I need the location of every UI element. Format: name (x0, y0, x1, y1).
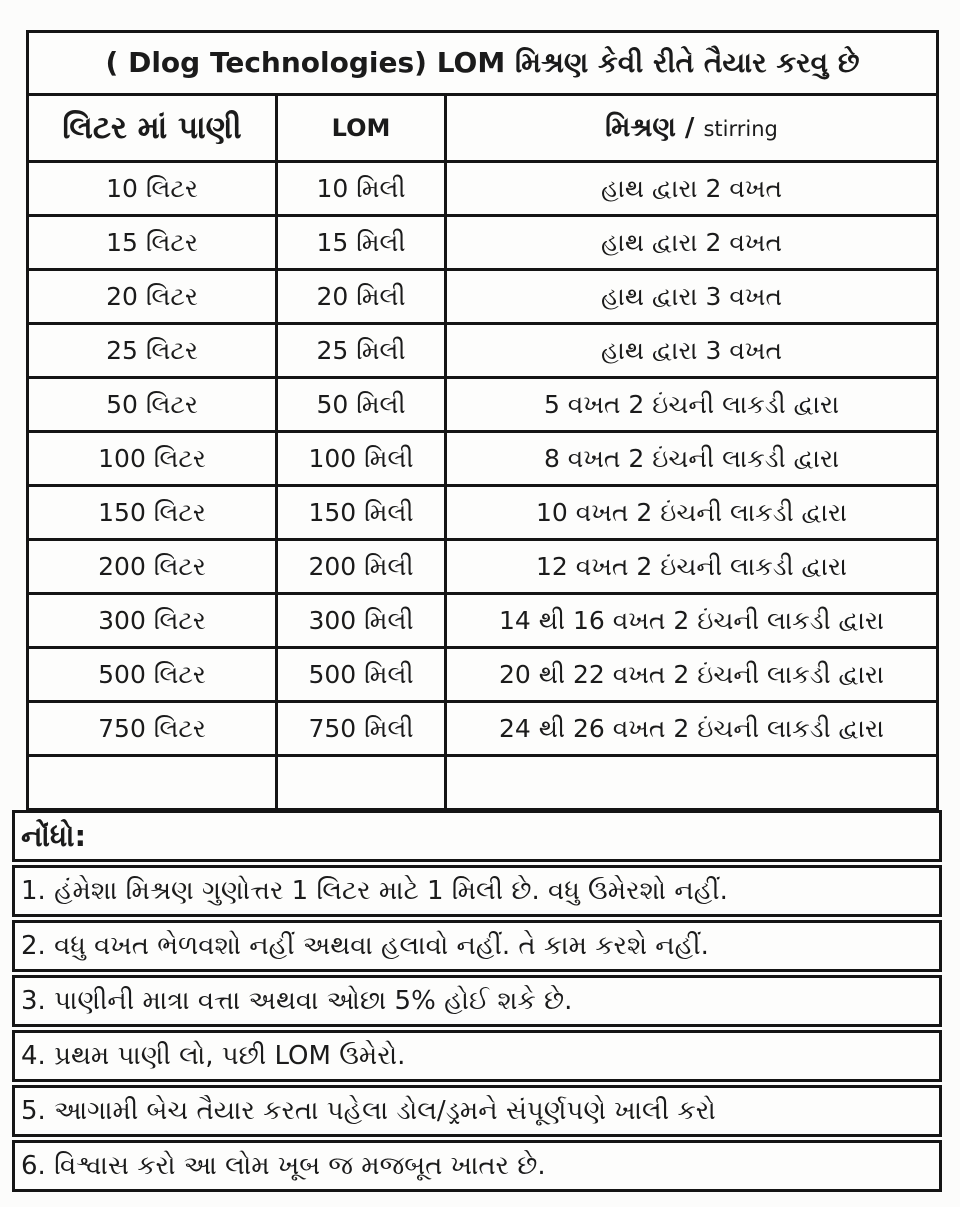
table-row (28, 378, 938, 432)
table-cell: 20 મિલી (277, 270, 446, 324)
table-cell: 200 મિલી (277, 540, 446, 594)
table-cell: 12 વખત 2 ઇંચની લાકડી દ્વારા (446, 540, 938, 594)
note-item: 4. પ્રથમ પાણી લો, પછી LOM ઉમેરો. (12, 1030, 942, 1082)
table-cell: 200 લિટર (28, 540, 277, 594)
table-cell: 150 મિલી (277, 486, 446, 540)
stirring-header-latin: stirring (703, 117, 778, 141)
col-header-stirring (446, 95, 938, 162)
title-gujarati-part: મિશ્રણ કેવી રીતે તૈયાર કરવુ છે (514, 46, 860, 79)
note-item: 5. આગામી બેચ તૈયાર કરતા પહેલા ડોલ/ડ્રમને સંપૂર્ણપણે ખાલી કરો (12, 1085, 942, 1137)
title-latin-part: ( Dlog Technologies) LOM (105, 46, 506, 79)
note-item: 6. વિશ્વાસ કરો આ લોમ ખૂબ જ મજબૂત ખાતર છે. (12, 1140, 942, 1192)
table-cell: 300 મિલી (277, 594, 446, 648)
table-cell: 100 લિટર (28, 432, 277, 486)
table-cell: 50 લિટર (28, 378, 277, 432)
table-cell: હાથ દ્વારા 3 વખત (446, 270, 938, 324)
stirring-header-separator: / (675, 113, 704, 143)
table-cell: હાથ દ્વારા 3 વખત (446, 324, 938, 378)
table-row (28, 540, 938, 594)
table-cell: 10 લિટર (28, 162, 277, 216)
table-cell: 50 મિલી (277, 378, 446, 432)
table-row (28, 324, 938, 378)
table-row (28, 432, 938, 486)
table-cell: 8 વખત 2 ઇંચની લાકડી દ્વારા (446, 432, 938, 486)
table-title-row (28, 32, 938, 95)
lom-mixing-table (26, 30, 939, 811)
col-header-lom: LOM (277, 95, 446, 162)
note-item: 1. હંમેશા મિશ્રણ ગુણોત્તર 1 લિટર માટે 1 મિલી છે. વધુ ઉમેરશો નહીં. (12, 865, 942, 917)
notes-heading: નોંધો: (12, 810, 942, 862)
table-row (28, 702, 938, 756)
table-cell: 25 લિટર (28, 324, 277, 378)
table-cell: 14 થી 16 વખત 2 ઇંચની લાકડી દ્વારા (446, 594, 938, 648)
table-row (28, 648, 938, 702)
table-cell: 100 મિલી (277, 432, 446, 486)
table-cell (28, 756, 277, 810)
table-cell: હાથ દ્વારા 2 વખત (446, 216, 938, 270)
table-cell: 10 મિલી (277, 162, 446, 216)
notes-section (12, 810, 942, 1195)
table-cell: 300 લિટર (28, 594, 277, 648)
table-cell: 15 લિટર (28, 216, 277, 270)
table-cell: 150 લિટર (28, 486, 277, 540)
table-cell: 10 વખત 2 ઇંચની લાકડી દ્વારા (446, 486, 938, 540)
table-cell: 500 લિટર (28, 648, 277, 702)
table-cell: 25 મિલી (277, 324, 446, 378)
table-cell: 750 લિટર (28, 702, 277, 756)
table-row (28, 216, 938, 270)
table-cell: 15 મિલી (277, 216, 446, 270)
table-cell: હાથ દ્વારા 2 વખત (446, 162, 938, 216)
table-cell: 5 વખત 2 ઇંચની લાકડી દ્વારા (446, 378, 938, 432)
table-cell: 20 થી 22 વખત 2 ઇંચની લાકડી દ્વારા (446, 648, 938, 702)
table-cell (277, 756, 446, 810)
table-title (28, 32, 938, 95)
table-row (28, 270, 938, 324)
table-cell: 750 મિલી (277, 702, 446, 756)
table-cell (446, 756, 938, 810)
table-header-row (28, 95, 938, 162)
col-header-water-liters: લિટર માં પાણી (28, 95, 277, 162)
note-item: 3. પાણીની માત્રા વત્તા અથવા ઓછા 5% હોઈ શકે છે. (12, 975, 942, 1027)
table-row (28, 486, 938, 540)
table-cell: 20 લિટર (28, 270, 277, 324)
stirring-header-gujarati: મિશ્રણ (605, 112, 676, 143)
table-row (28, 756, 938, 810)
notes-list (12, 865, 942, 1192)
table-cell: 500 મિલી (277, 648, 446, 702)
table-cell: 24 થી 26 વખત 2 ઇંચની લાકડી દ્વારા (446, 702, 938, 756)
table-row (28, 162, 938, 216)
table-row (28, 594, 938, 648)
note-item: 2. વધુ વખત ભેળવશો નહીં અથવા હલાવો નહીં. તે કામ કરશે નહીં. (12, 920, 942, 972)
